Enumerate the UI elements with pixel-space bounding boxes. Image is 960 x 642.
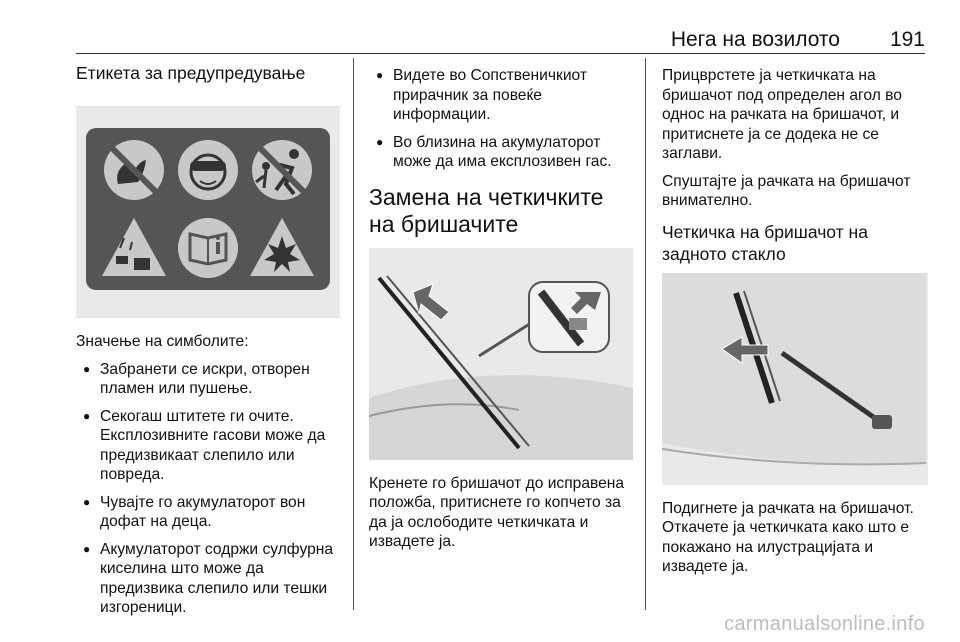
column-divider [353,58,354,610]
page-number: 191 [889,28,925,51]
right-column [662,64,928,585]
symbols-intro: Значење на симболите: [76,333,249,350]
rear-wiper-heading: Четкичка на бришачот на задното стакло [662,221,868,264]
list-item: ● Во близина на акумулаторот може да има експлозивен гас. [369,133,633,172]
list-item: ● Чувајте го акумулаторот вон дофат на деца. [76,493,340,532]
rear-wiper-caption: Подигнете ја рачката на бришачот. Откачете ја четкичката како што е покажано на илустрацијата и извадете ја. [662,499,914,575]
read-manual-icon [178,218,238,278]
keep-away-children-icon [252,140,312,200]
symbol-meaning-list [76,360,340,618]
warning-label-heading: Етикета за предупредување [76,63,306,83]
list-item: ● Видете во Сопственичкиот прирачник за повеќе информации. [369,66,633,125]
left-column [76,64,340,626]
wiper-blade-replacement-heading: Замена на четкичките на бришачите [369,183,604,237]
front-wiper-blade-illustration [369,248,633,460]
lower-arm-paragraph: Спуштајте ја рачката на бришачот внимателно. [662,172,911,209]
eye-protection-icon [178,140,238,200]
battery-warning-label-illustration [76,106,340,318]
list-item: ● Секогаш штитете ги очите. Експлозивните гасови може да предизвикаат слепило или повреда. [76,407,340,485]
watermark: carmanualsonline.info [724,613,925,635]
rear-wiper-blade-illustration [662,273,926,485]
attach-blade-paragraph: Прицврстете ја четкичката на бришачот под определен агол во однос на рачката на бришачот, и притиснете ја се додека не се заглави. [662,67,902,162]
front-wiper-caption: Кренете го бришачот до исправена положба, притиснете го копчето за да ја ослободите четкичката и извадете ја. [369,474,625,550]
list-item: ● Забранети се искри, отворен пламен или пушење. [76,360,340,399]
rear-wiper-figure [662,273,928,485]
symbol-meaning-list-continued [369,66,633,172]
warning-label-figure [76,106,340,318]
column-divider [645,58,646,610]
middle-column [369,64,633,560]
list-item: ● Акумулаторот содржи сулфурна киселина што може да предизвика слепило или тешки изгореници. [76,540,340,618]
no-flame-icon [104,140,164,200]
running-header-title: Нега на возилото [670,28,840,51]
header-rule [76,53,925,54]
front-wiper-figure [369,248,633,460]
